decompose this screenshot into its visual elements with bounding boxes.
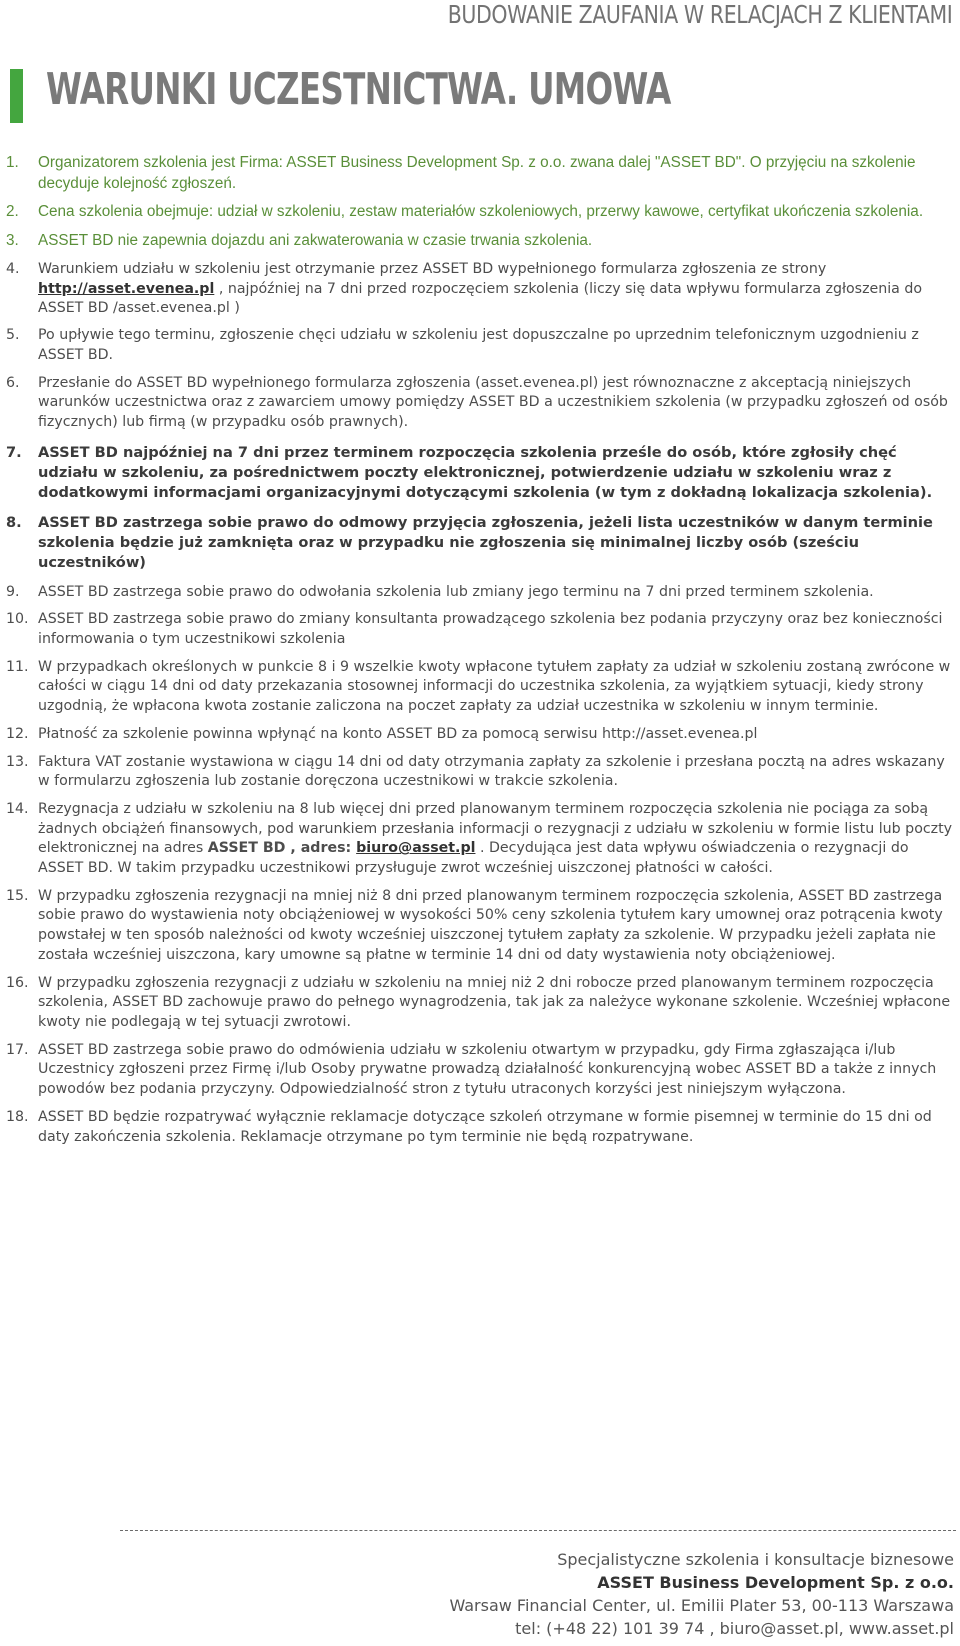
term-number: 18. bbox=[6, 1108, 29, 1125]
term-number: 7. bbox=[6, 443, 22, 461]
term-number: 16. bbox=[6, 974, 29, 991]
term-text: ASSET BD będzie rozpatrywać wyłącznie reklamacje dotyczące szkoleń otrzymane w formie pisemnej w terminie do 15 dni od daty zakończenia szkolenia. Reklamacje otrzymane po tym terminie nie będą rozpatrywane. bbox=[38, 1108, 932, 1145]
term-number: 9. bbox=[6, 583, 20, 600]
term-item bbox=[0, 201, 960, 222]
term-item bbox=[0, 513, 960, 573]
term-text: ASSET BD zastrzega sobie prawo do odmowy przyjęcia zgłoszenia, jeżeli lista uczestników w danym terminie szkolenia będzie już zamknięta oraz w przypadku nie zgłoszenia się minimalnej liczby osób (sześciu uczestników) bbox=[38, 513, 933, 571]
term-text: Cena szkolenia obejmuje: udział w szkoleniu, zestaw materiałów szkoleniowych, przerwy kawowe, certyfikat ukończenia szkolenia. bbox=[38, 203, 924, 220]
term-text-part: Rezygnacja z udziału w szkoleniu na 8 lub więcej dni przed planowanym terminem rozpoczęcia szkolenia nie pociąga za sobą żadnych obciążeń finansowych, pod warunkiem przesłania informacji o rezygnacji z udziału w szkoleniu w formie listu lub poczty elektronicznej na adres bbox=[38, 800, 953, 857]
term-item bbox=[0, 230, 960, 251]
term-text: W przypadku zgłoszenia rezygnacji z udziału w szkoleniu na mniej niż 2 dni robocze przed planowanym terminem rozpoczęcia szkolenia, ASSET BD zachowuje prawo do pełnego wynagrodzenia, tak jak za należyce wykonane szkolenie. Wcześniej wpłacone kwoty nie podlegają w tej sytuacji zwrotowi. bbox=[38, 974, 951, 1030]
term-number: 11. bbox=[6, 658, 29, 675]
term-text bbox=[38, 260, 954, 319]
section-accent-bar bbox=[10, 69, 23, 123]
term-item bbox=[0, 1041, 960, 1100]
term-item bbox=[0, 800, 960, 879]
term-text: ASSET BD nie zapewnia dojazdu ani zakwaterowania w czasie trwania szkolenia. bbox=[38, 232, 593, 249]
term-text-part: , najpóźniej na 7 dni przed rozpoczęciem szkolenia (liczy się data wpływu formularza zgłoszenia do ASSET BD /asset.evenea.pl ) bbox=[38, 280, 923, 317]
term-number: 4. bbox=[6, 261, 20, 277]
term-number: 15. bbox=[6, 887, 29, 904]
footer-company: ASSET Business Development Sp. z o.o. bbox=[597, 1573, 954, 1592]
term-text-part: Warunkiem udziału w szkoleniu jest otrzymanie przez ASSET BD wypełnionego formularza zgłoszenia ze strony bbox=[38, 261, 827, 277]
term-item bbox=[0, 260, 960, 319]
term-text: Płatność za szkolenie powinna wpłynąć na konto ASSET BD za pomocą serwisu http://asset.evenea.pl bbox=[38, 725, 758, 742]
term-item bbox=[0, 326, 960, 365]
term-text-bold: ASSET BD , adres: bbox=[207, 840, 357, 857]
term-text: ASSET BD zastrzega sobie prawo do zmiany konsultanta prowadzącego szkolenia bez podania przyczyny oraz bez konieczności informowania o tym uczestnikowi szkolenia bbox=[38, 611, 943, 648]
term-text: ASSET BD najpóźniej na 7 dni przez terminem rozpoczęcia szkolenia prześle do osób, które zgłosiły chęć udziału w szkoleniu, za pośrednictwem poczty elektronicznej, potwierdzenie udziału w szkoleniu wraz z dodatkowymi informacjami organizacyjnymi dotyczącymi szkolenia (w tym z dokładną lokalizacja szkolenia). bbox=[38, 443, 933, 501]
term-item bbox=[0, 443, 960, 503]
term-number: 12. bbox=[6, 725, 29, 742]
terms-list bbox=[0, 152, 960, 1147]
document-header-title: BUDOWANIE ZAUFANIA W RELACJACH Z KLIENTAMI bbox=[447, 0, 952, 29]
term-item bbox=[0, 610, 960, 649]
term-item bbox=[0, 725, 960, 745]
term-text: ASSET BD zastrzega sobie prawo do odwołania szkolenia lub zmiany jego terminu na 7 dni przed terminem szkolenia. bbox=[38, 583, 874, 600]
term-text: W przypadku zgłoszenia rezygnacji na mniej niż 8 dni przed planowanym terminem rozpoczęcia szkolenia, ASSET BD zastrzega sobie prawo do wystawienia noty obciążeniowej w wysokości 50% ceny szkolenia tytułem kary umownej oraz potrącenia kwoty powstałej w ten sposób należności od kwoty wcześniej uiszczonej tytułem zapłaty za szkolenie. W przypadku jeżeli zapłata nie została wcześniej uiszczona, kary umowne są płatne w terminie 14 dni od daty wystawienia noty obciążeniowej. bbox=[38, 887, 943, 963]
term-number: 13. bbox=[6, 753, 29, 770]
term-text bbox=[38, 800, 954, 879]
term-text: ASSET BD zastrzega sobie prawo do odmówienia udziału w szkoleniu otwartym w przypadku, gdy Firma zgłaszająca i/lub Uczestnicy zgłoszeni przez Firmę i/lub Osoby prywatne prowadzą działalność konkurencyjną wobec ASSET BD a także z innych powodów bez podania przyczyny. Odpowiedzialność stron z tytułu utraconych korzyści jest niniejszym wyłączona. bbox=[38, 1041, 937, 1098]
footer-address: Warsaw Financial Center, ul. Emilii Plater 53, 00-113 Warszawa bbox=[449, 1596, 954, 1615]
term-number: 10. bbox=[6, 611, 29, 628]
term-number: 5. bbox=[6, 327, 20, 344]
term-text: Organizatorem szkolenia jest Firma: ASSET Business Development Sp. z o.o. zwana dalej "ASSET BD". O przyjęciu na szkolenie decyduje kolejność zgłoszeń. bbox=[38, 154, 916, 192]
term-item bbox=[0, 152, 960, 194]
footer-tagline: Specjalistyczne szkolenia i konsultacje biznesowe bbox=[557, 1550, 954, 1569]
term-number: 2. bbox=[6, 203, 19, 220]
footer bbox=[449, 1548, 954, 1640]
term-item bbox=[0, 583, 960, 603]
email-link[interactable]: biuro@asset.pl bbox=[356, 840, 476, 857]
term-number: 6. bbox=[6, 374, 20, 391]
term-text: W przypadkach określonych w punkcie 8 i 9 wszelkie kwoty wpłacone tytułem zapłaty za udział w szkoleniu zostaną zwrócone w całości w ciągu 14 dni od daty przekazania stosownej informacji do uczestnika szkolenia, za wyjątkiem sytuacji, kiedy strony uzgodnią, że wpłacona kwota zostanie zaliczona na poczet zapłaty za udział uczestnika w szkoleniu w innym terminie. bbox=[38, 658, 951, 715]
term-number: 1. bbox=[6, 154, 19, 171]
term-item bbox=[0, 753, 960, 792]
footer-contact: tel: (+48 22) 101 39 74 , biuro@asset.pl, www.asset.pl bbox=[515, 1619, 954, 1638]
term-item bbox=[0, 658, 960, 717]
term-item bbox=[0, 974, 960, 1033]
section-title: WARUNKI UCZESTNICTWA. UMOWA bbox=[46, 64, 671, 115]
term-text: Po upływie tego terminu, zgłoszenie chęci udziału w szkoleniu jest dopuszczalne po uprzednim telefonicznym uzgodnieniu z ASSET BD. bbox=[38, 327, 919, 363]
term-text: Przesłanie do ASSET BD wypełnionego formularza zgłoszenia (asset.evenea.pl) jest równoznaczne z akceptacją niniejszych warunków uczestnictwa oraz z zawarciem umowy pomiędzy ASSET BD a uczestnikiem szkolenia (w przypadku zgłoszeń od osób fizycznych) lub firmą (w przypadku osób prawnych). bbox=[38, 374, 948, 430]
term-number: 8. bbox=[6, 513, 22, 531]
term-item bbox=[0, 1108, 960, 1147]
term-text: Faktura VAT zostanie wystawiona w ciągu 14 dni od daty otrzymania zapłaty za szkolenie i przesłana pocztą na adres wskazany w formularzu zgłoszenia lub zostanie doręczona uczestnikowi w trakcie szkolenia. bbox=[38, 753, 945, 790]
term-item bbox=[0, 374, 960, 433]
term-number: 17. bbox=[6, 1041, 29, 1058]
term-number: 14. bbox=[6, 800, 29, 817]
term-item bbox=[0, 887, 960, 966]
footer-divider bbox=[120, 1530, 956, 1531]
term-number: 3. bbox=[6, 232, 19, 249]
term-text-part: . Decydująca jest data wpływu oświadczenia o rezygnacji do ASSET BD. W takim przypadku uczestnikowi przysługuje zwrot wcześniej uiszczonej płatności w całości. bbox=[38, 840, 909, 877]
evenea-link[interactable]: http://asset.evenea.pl bbox=[38, 280, 215, 297]
